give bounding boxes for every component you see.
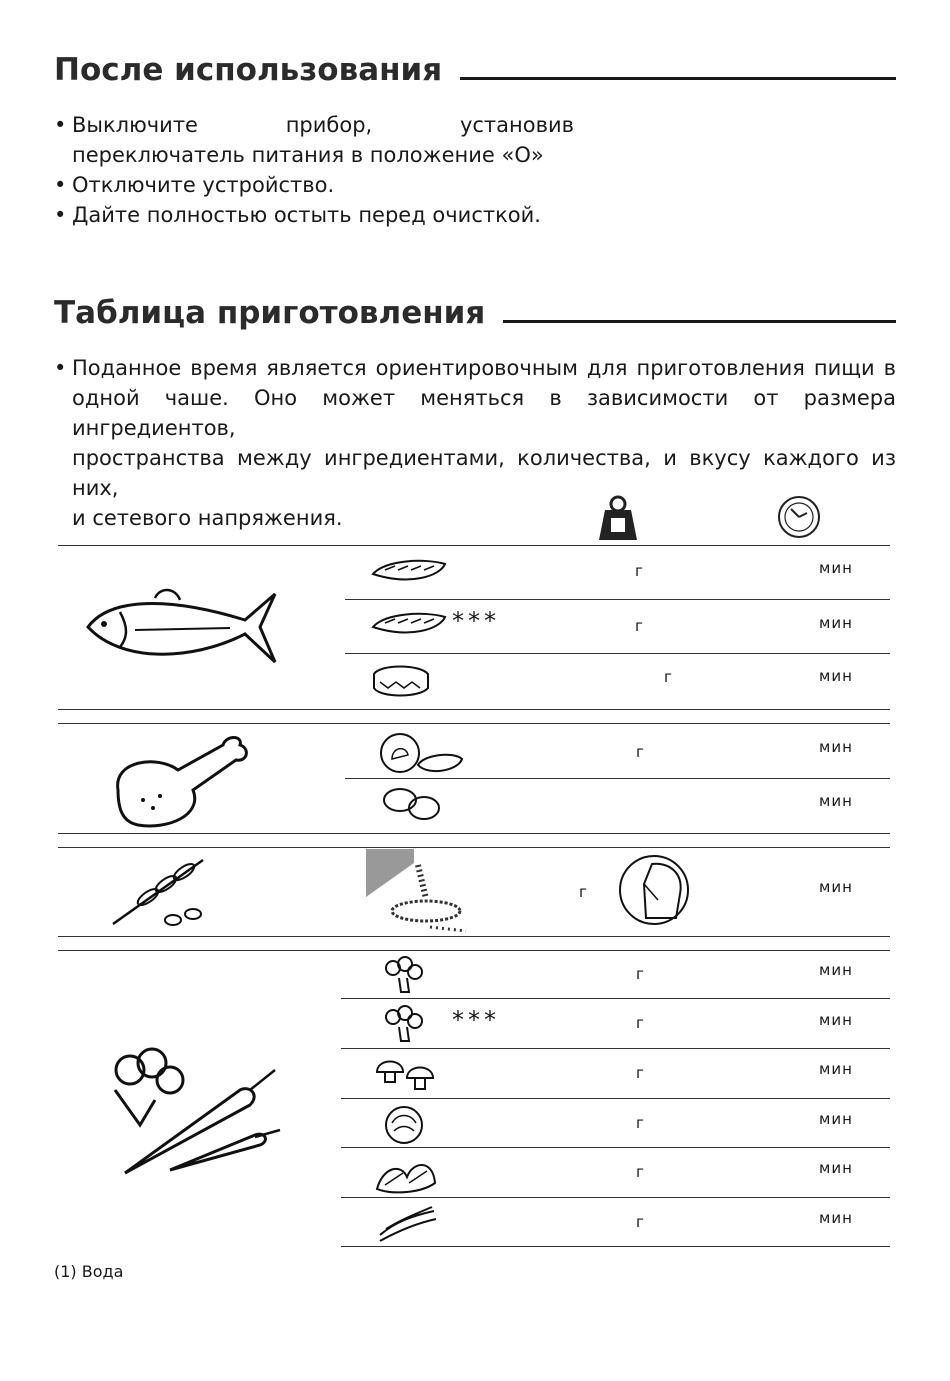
fish-steak-icon (370, 662, 432, 700)
word: установив (459, 113, 574, 137)
minutes-label: мин (819, 878, 853, 896)
group-divider (58, 950, 890, 951)
water-jug-icon (618, 854, 690, 926)
minutes-label: мин (819, 667, 853, 685)
minutes-label: мин (819, 792, 853, 810)
fish-fillet-icon (370, 556, 448, 588)
gram-label: г (636, 743, 645, 761)
after-use-list (54, 110, 574, 230)
group-divider (58, 709, 890, 710)
minutes-label: мин (819, 1159, 853, 1177)
list-item-continuation: переключатель питания в положение «О» (72, 143, 544, 167)
list-item-text: Отключите устройство. (72, 173, 335, 197)
gram-label: г (636, 1114, 645, 1132)
cooking-table-title: Таблица приготовления (54, 295, 486, 331)
gram-label: г (636, 965, 645, 983)
title-rule (460, 77, 896, 80)
table-top-rule (58, 545, 890, 546)
gram-label: г (635, 617, 644, 635)
fish-fillet-frozen-icon (370, 609, 448, 641)
frozen-marks: *** (452, 607, 500, 635)
minutes-label: мин (819, 614, 853, 632)
chicken-breast-icon (378, 731, 464, 777)
chicken-leg-icon (108, 730, 253, 830)
gram-label: г (636, 1213, 645, 1231)
eggs-icon (380, 786, 442, 822)
gram-label: г (579, 883, 588, 901)
group-divider (58, 936, 890, 937)
group-divider (58, 723, 890, 724)
row-divider (341, 998, 890, 999)
gram-label: г (664, 668, 673, 686)
frozen-marks: *** (452, 1006, 500, 1034)
minutes-label: мин (819, 559, 853, 577)
cooking-note (54, 353, 896, 533)
rice-pour-icon (366, 849, 476, 935)
list-item (54, 353, 896, 533)
cabbage-icon (380, 1105, 428, 1145)
group-divider (58, 833, 890, 834)
weight-icon (597, 494, 639, 542)
section-title-cooking-table (54, 295, 896, 331)
row-divider (345, 778, 890, 779)
row-divider (345, 653, 890, 654)
green-beans-icon (376, 1205, 438, 1243)
list-item-text: Дайте полностью остыть перед очисткой. (72, 203, 541, 227)
table-bottom-rule (341, 1246, 890, 1247)
row-divider (341, 1098, 890, 1099)
word: прибор, (285, 113, 373, 137)
list-item (54, 170, 574, 200)
gram-label: г (636, 1064, 645, 1082)
section-title-after-use (54, 52, 896, 88)
vegetables-icon (100, 1045, 285, 1175)
minutes-label: мин (819, 1209, 853, 1227)
minutes-label: мин (819, 738, 853, 756)
group-divider (58, 847, 890, 848)
note-line: • Поданное время является ориентировочным для приготовления пищи в (72, 356, 896, 380)
minutes-label: мин (819, 961, 853, 979)
minutes-label: мин (819, 1060, 853, 1078)
minutes-label: мин (819, 1110, 853, 1128)
broccoli-frozen-icon (383, 1005, 425, 1043)
note-line: пространства между ингредиентами, количества, и вкусу каждого из них, (72, 446, 896, 500)
row-divider (341, 1048, 890, 1049)
grain-icon (108, 852, 213, 932)
gram-label: г (635, 562, 644, 580)
row-divider (345, 599, 890, 600)
after-use-title: После использования (54, 52, 443, 88)
footnote: (1) Вода (54, 1262, 124, 1281)
gram-label: г (636, 1014, 645, 1032)
list-item (54, 200, 574, 230)
minutes-label: мин (819, 1011, 853, 1029)
gram-label: г (636, 1163, 645, 1181)
title-rule (503, 320, 896, 323)
fish-icon (80, 582, 280, 672)
word: • Выключите (72, 113, 198, 137)
note-line: и сетевого напряжения. (72, 506, 343, 530)
timer-icon (776, 494, 822, 540)
broccoli-icon (383, 956, 425, 994)
mushrooms-icon (373, 1056, 437, 1092)
spinach-leaves-icon (373, 1153, 439, 1195)
row-divider (341, 1147, 890, 1148)
note-line: одной чаше. Оно может меняться в зависимости от размера ингредиентов, (72, 386, 896, 440)
row-divider (341, 1197, 890, 1198)
list-item (54, 110, 574, 170)
